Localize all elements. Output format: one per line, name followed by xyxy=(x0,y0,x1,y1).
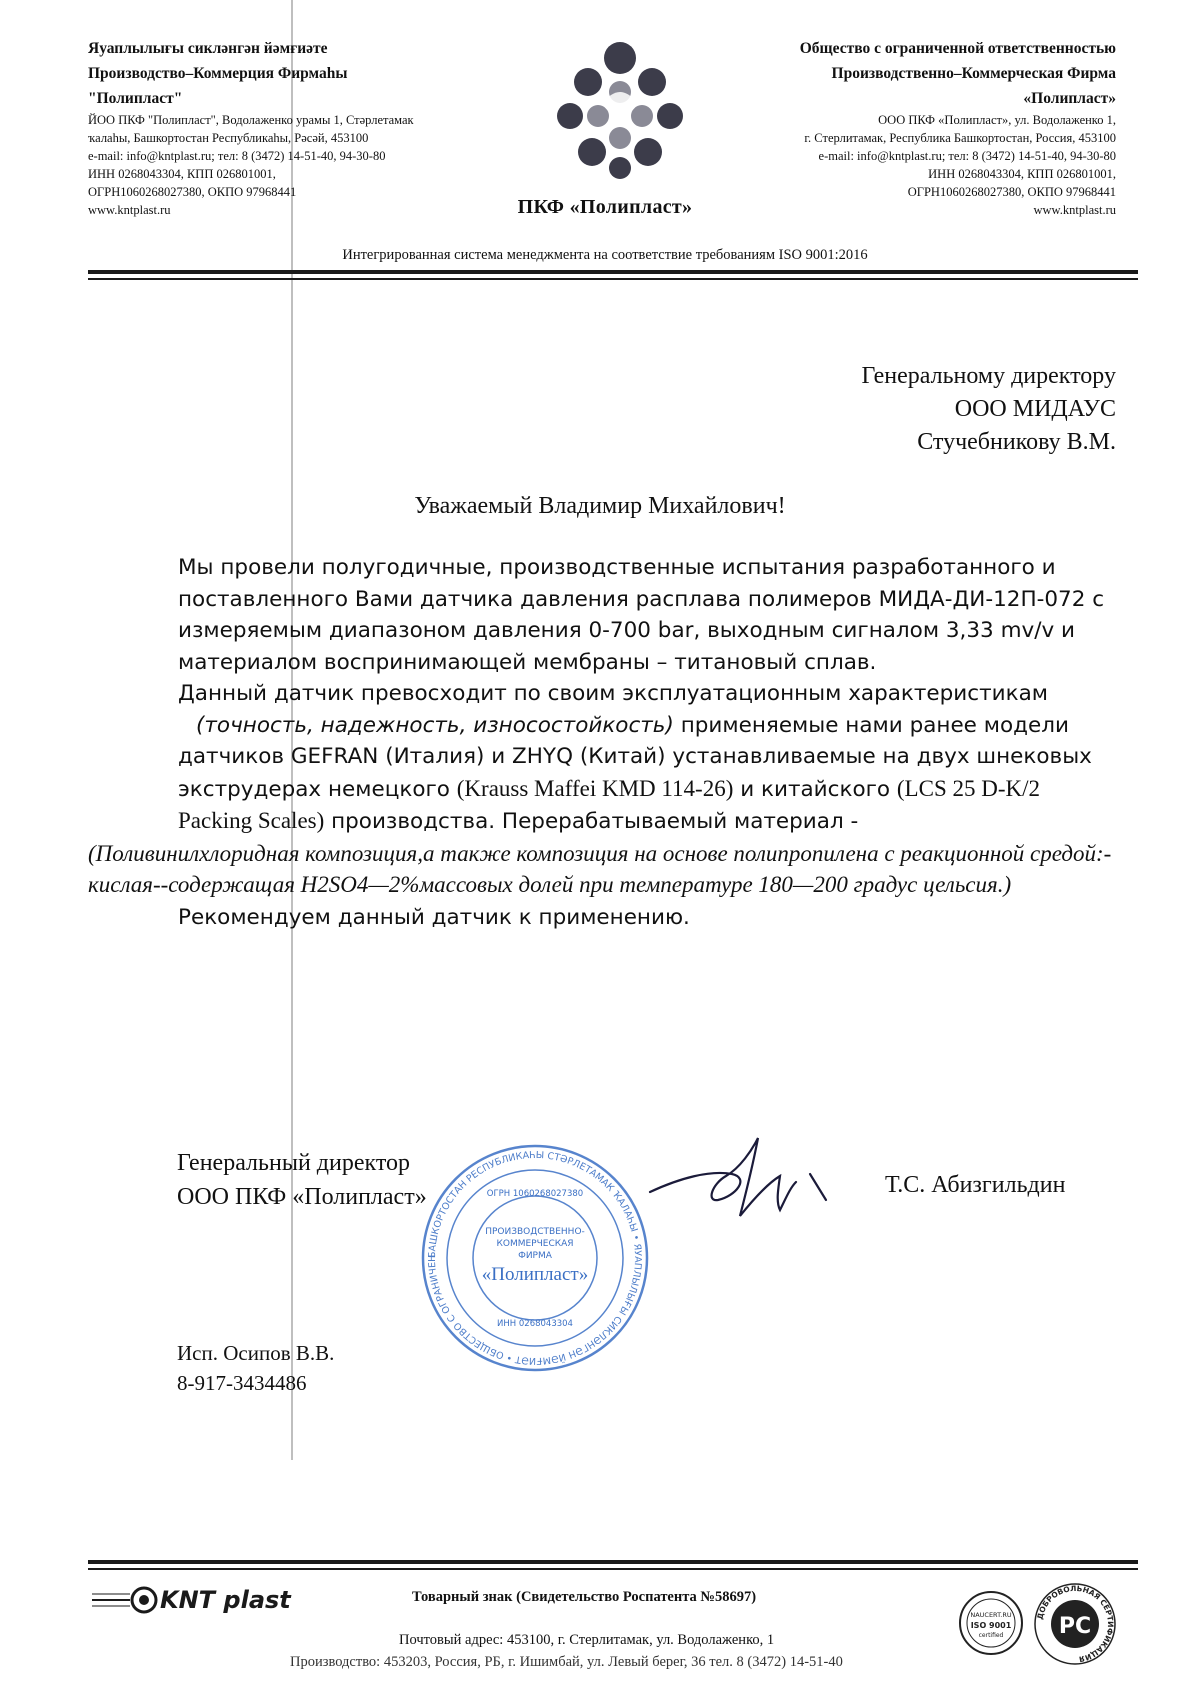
header-left-addr1: ЙОО ПКФ "Полипласт", Водолаженко урамы 1, Стәрлетамак xyxy=(88,113,414,127)
body-p2-intro: Данный датчик превосходит по своим эксплуатационным характеристикам xyxy=(178,681,1048,706)
stamp-inn: ИНН 0268043304 xyxy=(497,1319,573,1329)
header-right-site: www.kntplast.ru xyxy=(1033,203,1116,217)
executor-name: Исп. Осипов В.В. xyxy=(177,1341,335,1365)
signature-title-block xyxy=(177,1146,427,1214)
footer-rule-thick xyxy=(88,1560,1138,1564)
addressee-line3: Стучебникову В.М. xyxy=(917,429,1116,455)
header-right-line1: Общество с ограниченной ответственностью xyxy=(799,40,1116,57)
knt-logo-text: KNT plast xyxy=(160,1586,291,1614)
svg-text:РС: РС xyxy=(1058,1614,1092,1639)
header-right-line2: Производственно–Коммерческая Фирма xyxy=(831,65,1116,82)
company-stamp xyxy=(415,1138,655,1378)
svg-text:NAUCERT.RU: NAUCERT.RU xyxy=(970,1611,1012,1619)
footer-production-address: Производство: 453203, Россия, РБ, г. Ишимбай, ул. Левый берег, 36 тел. 8 (3472) 14-51-40 xyxy=(290,1654,843,1670)
addressee-line2: ООО МИДАУС xyxy=(954,396,1116,422)
executor-phone: 8-917-3434486 xyxy=(177,1371,307,1395)
body-p2-material: производства. Перерабатываемый материал - xyxy=(324,809,859,834)
salutation: Уважаемый Владимир Михайлович! xyxy=(414,493,786,519)
iso-line: Интегрированная система менеджмента на соответствие требованиям ISO 9001:2016 xyxy=(342,247,868,263)
header-left-site: www.kntplast.ru xyxy=(88,203,171,217)
header-rule-thin xyxy=(88,278,1138,280)
body-p2-extruder2: (LCS 25 D-K/2 Packing Scales) xyxy=(178,775,1041,833)
header-right-russian xyxy=(696,36,1116,219)
knt-plast-logo xyxy=(90,1580,310,1620)
handwritten-signature xyxy=(640,1130,850,1240)
letter-body xyxy=(88,552,1118,933)
body-paragraph-1 xyxy=(178,552,1118,678)
body-p2-composition: (Поливинилхлоридная композиция,а также композиция на основе полипропилена с реакционной средой:- кислая--содержащая H2SO4—2%массовых долей при температуре 180—200 градус цельсия.) xyxy=(88,840,1112,897)
badge-ring-text: ДОБРОВОЛЬНАЯ СЕРТИФИКАЦИЯ xyxy=(1035,1583,1116,1664)
signer-title-2: ООО ПКФ «Полипласт» xyxy=(177,1184,427,1210)
header-left-inn: ИНН 0268043304, КПП 026801001, xyxy=(88,167,276,181)
svg-text:ISO 9001: ISO 9001 xyxy=(970,1621,1012,1630)
iso-9001-badge-icon xyxy=(958,1590,1024,1656)
header-left-bashkir xyxy=(88,36,488,219)
footer-trademark: Товарный знак (Свидетельство Роспатента №58697) xyxy=(412,1589,757,1605)
header-right-inn: ИНН 0268043304, КПП 026801001, xyxy=(928,167,1116,181)
signer-name: Т.С. Абизгильдин xyxy=(885,1172,1066,1198)
footer-postal-address: Почтовый адрес: 453100, г. Стерлитамак, ул. Водолаженко, 1 xyxy=(399,1632,775,1648)
header-left-line3: "Полипласт" xyxy=(88,90,183,107)
stamp-ring-text: БАШКОРТОСТАН РЕСПУБЛИКАҺЫ СТӘРЛЕТАМАК ҠАЛАҺЫ • ЯУАПЛЫЛЫҒЫ СИКЛӘНГӘН ЙӘМҒИӘТ • ОБЩЕСТВО С ОГРАНИЧЕН xyxy=(426,1149,644,1367)
voluntary-certification-badge-icon xyxy=(1033,1582,1117,1666)
stamp-center-1: ПРОИЗВОДСТВЕННО- xyxy=(485,1227,585,1237)
header-left-contacts: e-mail: info@kntplast.ru; тел: 8 (3472) 14-51-40, 94-30-80 xyxy=(88,149,386,163)
header-right-ogrn: ОГРН1060268027380, ОКПО 97968441 xyxy=(907,185,1116,199)
stamp-center-3: ФИРМА xyxy=(518,1251,552,1261)
company-logo-icon xyxy=(540,40,700,180)
body-paragraph-3 xyxy=(178,902,1118,934)
header-right-line3: «Полипласт» xyxy=(1023,90,1116,107)
header-left-addr2: ҡалаһы, Башкортостан Республикаһы, Рәсәй, 453100 xyxy=(88,131,369,145)
executor-contact xyxy=(177,1338,334,1398)
body-p2-models: применяемые нами ранее модели датчиков GEFRAN (Италия) и ZHYQ (Китай) устанавливаемые на двух шнековых экструдерах немецкого xyxy=(178,712,1092,802)
header-rule-thick xyxy=(88,270,1138,274)
body-p3-text: Рекомендуем данный датчик к применению. xyxy=(178,904,690,930)
svg-text:certified: certified xyxy=(978,1632,1004,1639)
body-paragraph-2 xyxy=(88,678,1118,902)
body-p2-qualities: (точность, надежность, износостойкость) xyxy=(196,712,674,738)
header-right-contacts: e-mail: info@kntplast.ru; тел: 8 (3472) 14-51-40, 94-30-80 xyxy=(818,149,1116,163)
stamp-ogrn: ОГРН 1060268027380 xyxy=(486,1189,584,1199)
signer-title-1: Генеральный директор xyxy=(177,1150,411,1176)
body-p2-extruder1: (Krauss Maffei KMD 114-26) xyxy=(456,775,734,801)
stamp-center-2: КОММЕРЧЕСКАЯ xyxy=(496,1239,574,1249)
header-left-line2: Производство–Коммерция Фирмаһы xyxy=(88,65,348,82)
body-p1-text: Мы провели полугодичные, производственные испытания разработанного и поставленного Вами датчика давления расплава полимеров МИДА-ДИ-12П-072 с измеряемым диапазоном давления 0-700 bar, выходным сигналом 3,33 mv/v и материалом воспринимающей мембраны – титановый сплав. xyxy=(178,555,1105,675)
header-right-addr2: г. Стерлитамак, Республика Башкортостан, Россия, 453100 xyxy=(804,131,1116,145)
header-right-addr1: ООО ПКФ «Полипласт», ул. Водолаженко 1, xyxy=(878,113,1116,127)
header-left-line1: Яуаплылығы сикләнгән йәмғиәте xyxy=(88,40,328,57)
header-left-ogrn: ОГРН1060268027380, ОКПО 97968441 xyxy=(88,185,297,199)
body-p2-and: и китайского xyxy=(733,776,897,802)
stamp-center-4: «Полипласт» xyxy=(481,1264,589,1285)
addressee-line1: Генеральному директору xyxy=(861,363,1116,389)
footer-rule-thin xyxy=(88,1568,1138,1570)
logo-caption: ПКФ «Полипласт» xyxy=(517,196,693,218)
addressee-block xyxy=(862,360,1116,459)
